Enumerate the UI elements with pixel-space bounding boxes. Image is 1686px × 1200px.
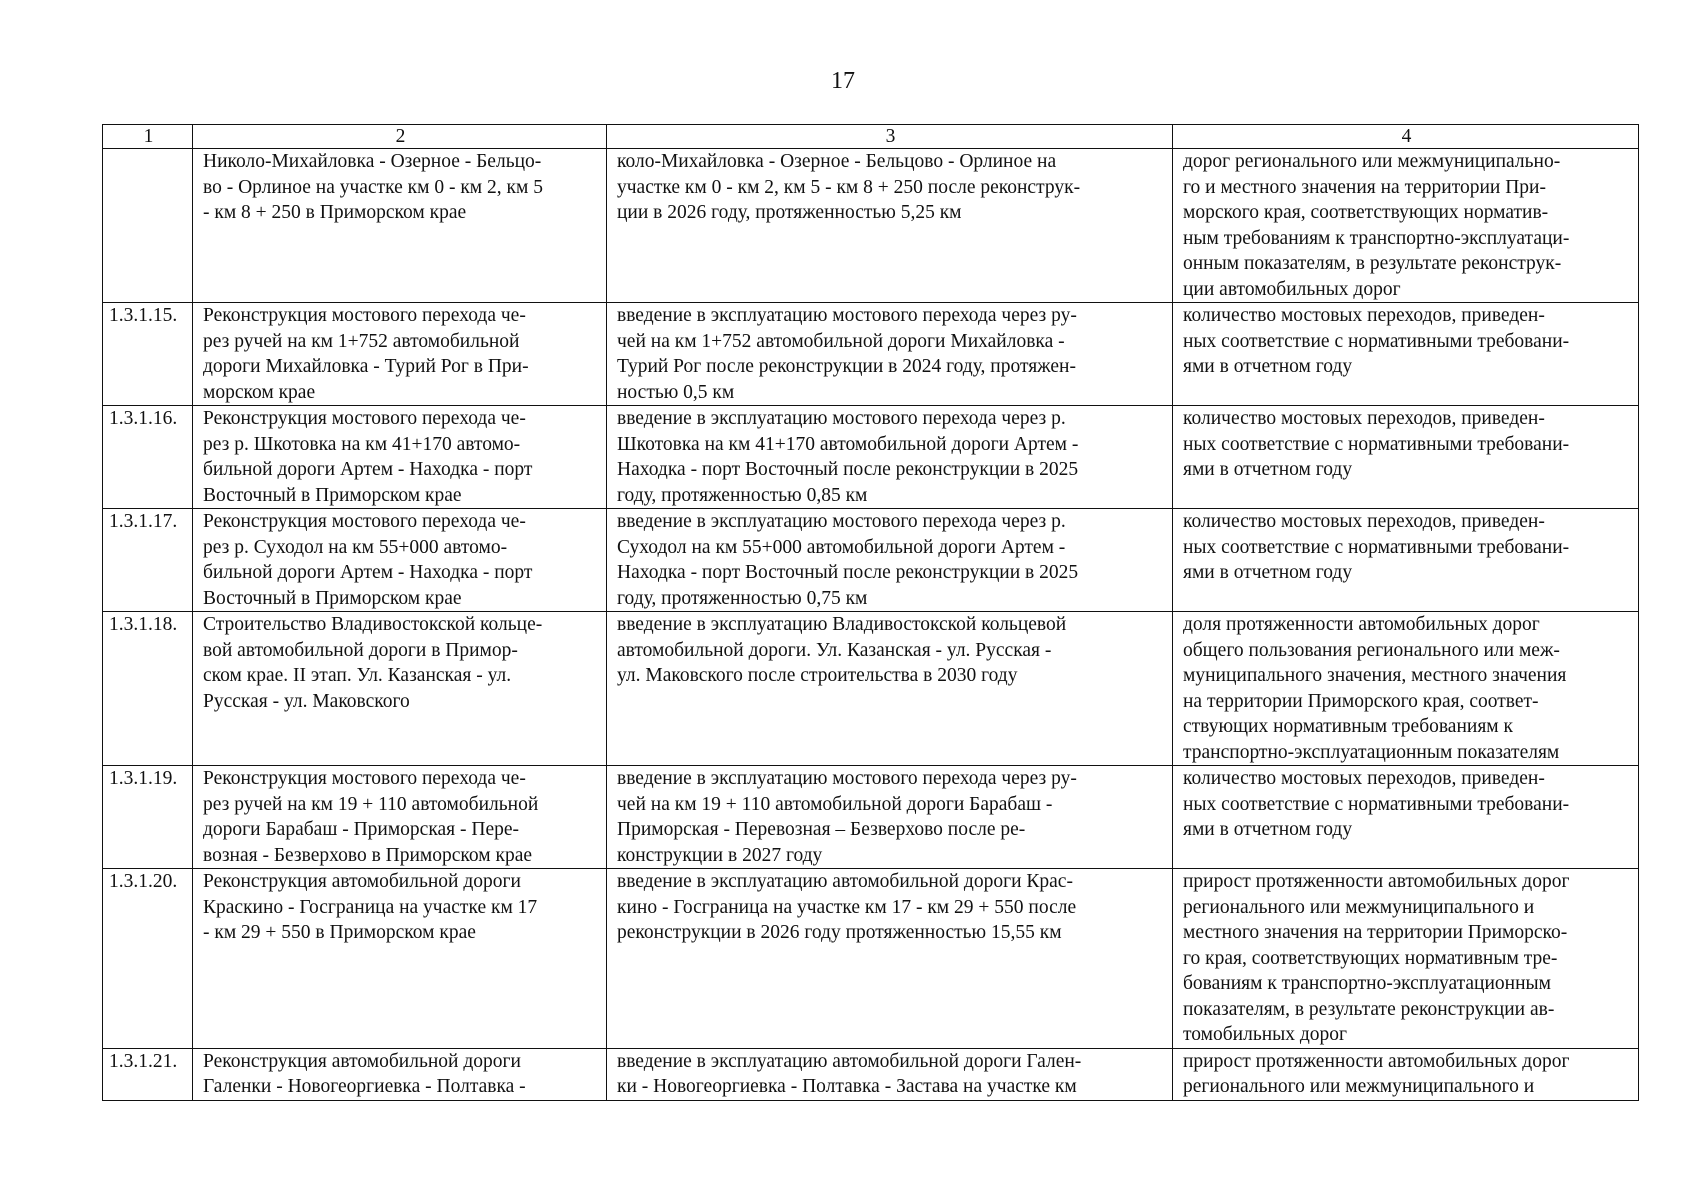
row-number-cell: 1.3.1.15. (103, 303, 193, 406)
cell-text-line: - км 8 + 250 в Приморском крае (203, 202, 467, 223)
cell-col2 (193, 303, 607, 406)
cell-text-line: го края, соответствующих нормативным тре- (1183, 947, 1558, 969)
cell-text-line: конструкции в 2027 году (617, 844, 823, 866)
cell-col4 (1173, 149, 1639, 303)
cell-text-line: году, протяженностью 0,85 км (617, 484, 868, 506)
cell-text-line: транспортно-эксплуатационным показателям (1183, 741, 1560, 763)
cell-text-line: чей на км 1+752 автомобильной дороги Михайловка - (617, 330, 1065, 352)
cell-text-line: ском крае. II этап. Ул. Казанская - ул. (203, 665, 512, 686)
cell-text-line: во - Орлиное на участке км 0 - км 2, км 5 (203, 176, 543, 198)
cell-text-line: введение в эксплуатацию автомобильной дороги Крас- (617, 871, 1073, 892)
cell-text-line: чей на км 19 + 110 автомобильной дороги Барабаш - (617, 793, 1053, 815)
cell-text-line: муниципального значения, местного значения (1183, 665, 1567, 686)
cell-text-line: Строительство Владивостокской кольце- (203, 614, 543, 635)
cell-col2 (193, 1048, 607, 1100)
table-row (103, 149, 1639, 303)
cell-text-line: Приморская - Перевозная – Безверхово после ре- (617, 819, 1026, 840)
cell-text-line: Реконструкция автомобильной дороги (203, 1050, 521, 1072)
table-row (103, 1048, 1639, 1100)
cell-col2 (193, 766, 607, 869)
cell-text-line: ным требованиям к транспортно-эксплуатаци- (1183, 227, 1570, 249)
cell-text-line: Суходол на км 55+000 автомобильной дороги Артем - (617, 536, 1066, 558)
cell-text-line: кино - Госграница на участке км 17 - км 29 + 550 после (617, 896, 1077, 918)
cell-text-line: регионального или межмуниципального и (1183, 1076, 1535, 1097)
cell-text-line: ных соответствие с нормативными требовани- (1183, 793, 1570, 815)
table-row (103, 869, 1639, 1049)
cell-text-line: Реконструкция мостового перехода че- (203, 511, 526, 532)
column-header-1: 1 (103, 125, 193, 149)
cell-text-line: введение в эксплуатацию мостового перехода через р. (617, 408, 1066, 429)
row-number-cell: 1.3.1.18. (103, 612, 193, 766)
cell-text-line: местного значения на территории Приморско- (1183, 922, 1568, 943)
cell-text-line: Шкотовка на км 41+170 автомобильной дороги Артем - (617, 433, 1079, 455)
cell-text-line: прирост протяженности автомобильных дорог (1183, 871, 1570, 892)
cell-text-line: ции автомобильных дорог (1183, 278, 1401, 300)
cell-text-line: Восточный в Приморском крае (203, 587, 462, 609)
cell-text-line: - км 29 + 550 в Приморском крае (203, 922, 476, 943)
page-number: 17 (831, 68, 855, 94)
cell-text-line: онным показателям, в результате реконструк- (1183, 253, 1562, 274)
cell-text-line: рез ручей на км 19 + 110 автомобильной (203, 793, 539, 815)
cell-col2 (193, 612, 607, 766)
cell-col3 (607, 766, 1173, 869)
cell-col3 (607, 509, 1173, 612)
cell-text-line: ных соответствие с нормативными требовани- (1183, 330, 1570, 352)
cell-text-line: количество мостовых переходов, приведен- (1183, 511, 1545, 532)
cell-text-line: морском крае (203, 381, 316, 403)
document-table (102, 124, 1639, 1101)
cell-text-line: морского края, соответствующих норматив- (1183, 202, 1549, 223)
cell-text-line: рез ручей на км 1+752 автомобильной (203, 330, 520, 352)
cell-text-line: количество мостовых переходов, приведен- (1183, 768, 1545, 789)
cell-text-line: ул. Маковского после строительства в 2030 году (617, 665, 1018, 686)
cell-text-line: доля протяженности автомобильных дорог (1183, 614, 1540, 635)
cell-text-line: бильной дороги Артем - Находка - порт (203, 459, 533, 480)
cell-text-line: Находка - порт Восточный после реконструкции в 2025 (617, 459, 1079, 480)
cell-text-line: Реконструкция автомобильной дороги (203, 871, 521, 892)
cell-text-line: ями в отчетном году (1183, 356, 1353, 377)
cell-text-line: рез р. Шкотовка на км 41+170 автомо- (203, 433, 521, 455)
cell-text-line: рез р. Суходол на км 55+000 автомо- (203, 536, 508, 558)
row-number-cell (103, 149, 193, 303)
cell-text-line: ями в отчетном году (1183, 459, 1353, 480)
cell-text-line: введение в эксплуатацию мостового перехода через ру- (617, 305, 1077, 326)
cell-text-line: на территории Приморского края, соответ- (1183, 690, 1539, 712)
cell-text-line: введение в эксплуатацию мостового перехода через р. (617, 511, 1066, 532)
cell-text-line: го и местного значения на территории При- (1183, 176, 1546, 198)
cell-text-line: прирост протяженности автомобильных дорог (1183, 1050, 1570, 1072)
cell-col4 (1173, 612, 1639, 766)
cell-text-line: ями в отчетном году (1183, 819, 1353, 840)
cell-text-line: автомобильной дороги. Ул. Казанская - ул. Русская - (617, 639, 1052, 661)
cell-text-line: Реконструкция мостового перехода че- (203, 305, 526, 326)
column-header-3: 3 (607, 125, 1173, 149)
cell-col4 (1173, 1048, 1639, 1100)
row-number-cell: 1.3.1.16. (103, 406, 193, 509)
cell-col3 (607, 612, 1173, 766)
cell-text-line: ями в отчетном году (1183, 562, 1353, 583)
cell-text-line: введение в эксплуатацию Владивостокской кольцевой (617, 614, 1067, 635)
cell-text-line: Русская - ул. Маковского (203, 690, 410, 712)
cell-text-line: введение в эксплуатацию автомобильной дороги Гален- (617, 1050, 1082, 1072)
cell-text-line: томобильных дорог (1183, 1024, 1348, 1045)
cell-text-line: Реконструкция мостового перехода че- (203, 768, 526, 789)
cell-col2 (193, 869, 607, 1049)
cell-col4 (1173, 303, 1639, 406)
column-header-4: 4 (1173, 125, 1639, 149)
cell-col3 (607, 149, 1173, 303)
cell-col3 (607, 303, 1173, 406)
cell-col3 (607, 406, 1173, 509)
cell-text-line: бильной дороги Артем - Находка - порт (203, 562, 533, 583)
table-row (103, 303, 1639, 406)
cell-text-line: участке км 0 - км 2, км 5 - км 8 + 250 после реконструк- (617, 176, 1081, 198)
table-row (103, 766, 1639, 869)
cell-text-line: ции в 2026 году, протяженностью 5,25 км (617, 202, 962, 223)
cell-col2 (193, 509, 607, 612)
cell-text-line: реконструкции в 2026 году протяженностью 15,55 км (617, 922, 1062, 943)
cell-text-line: бованиям к транспортно-эксплуатационным (1183, 973, 1551, 994)
cell-text-line: показателям, в результате реконструкции ав- (1183, 998, 1555, 1020)
cell-text-line: дороги Барабаш - Приморская - Пере- (203, 819, 520, 840)
cell-text-line: Восточный в Приморском крае (203, 484, 462, 506)
cell-text-line: коло-Михайловка - Озерное - Бельцово - Орлиное на (617, 151, 1057, 172)
row-number-cell: 1.3.1.20. (103, 869, 193, 1049)
row-number-cell: 1.3.1.17. (103, 509, 193, 612)
cell-text-line: количество мостовых переходов, приведен- (1183, 305, 1545, 326)
cell-text-line: дороги Михайловка - Турий Рог в При- (203, 356, 529, 377)
row-number-cell: 1.3.1.21. (103, 1048, 193, 1100)
cell-text-line: Находка - порт Восточный после реконструкции в 2025 (617, 562, 1079, 583)
table-row (103, 406, 1639, 509)
cell-text-line: Галенки - Новогеоргиевка - Полтавка - (203, 1076, 526, 1097)
cell-text-line: ностью 0,5 км (617, 381, 735, 403)
cell-col4 (1173, 766, 1639, 869)
column-header-2: 2 (193, 125, 607, 149)
table-row (103, 509, 1639, 612)
cell-text-line: Реконструкция мостового перехода че- (203, 408, 526, 429)
cell-text-line: вой автомобильной дороги в Примор- (203, 639, 518, 661)
cell-col4 (1173, 406, 1639, 509)
cell-text-line: количество мостовых переходов, приведен- (1183, 408, 1545, 429)
table-header-row (103, 125, 1639, 149)
cell-text-line: ствующих нормативным требованиям к (1183, 716, 1513, 737)
cell-text-line: введение в эксплуатацию мостового перехода через ру- (617, 768, 1077, 789)
table-row (103, 612, 1639, 766)
cell-col4 (1173, 509, 1639, 612)
row-number-cell: 1.3.1.19. (103, 766, 193, 869)
cell-col2 (193, 406, 607, 509)
cell-col4 (1173, 869, 1639, 1049)
cell-col2 (193, 149, 607, 303)
cell-text-line: возная - Безверхово в Приморском крае (203, 844, 533, 866)
cell-text-line: Краскино - Госграница на участке км 17 (203, 896, 538, 918)
cell-text-line: ки - Новогеоргиевка - Полтавка - Застава на участке км (617, 1076, 1077, 1097)
cell-text-line: дорог регионального или межмуниципально- (1183, 151, 1561, 172)
cell-text-line: общего пользования регионального или меж- (1183, 639, 1560, 661)
cell-text-line: году, протяженностью 0,75 км (617, 587, 868, 609)
cell-text-line: регионального или межмуниципального и (1183, 896, 1535, 918)
cell-text-line: Николо-Михайловка - Озерное - Бельцо- (203, 151, 542, 172)
cell-col3 (607, 1048, 1173, 1100)
cell-col3 (607, 869, 1173, 1049)
cell-text-line: ных соответствие с нормативными требовани- (1183, 536, 1570, 558)
cell-text-line: ных соответствие с нормативными требовани- (1183, 433, 1570, 455)
table-body (103, 149, 1639, 1101)
cell-text-line: Турий Рог после реконструкции в 2024 году, протяжен- (617, 356, 1076, 377)
